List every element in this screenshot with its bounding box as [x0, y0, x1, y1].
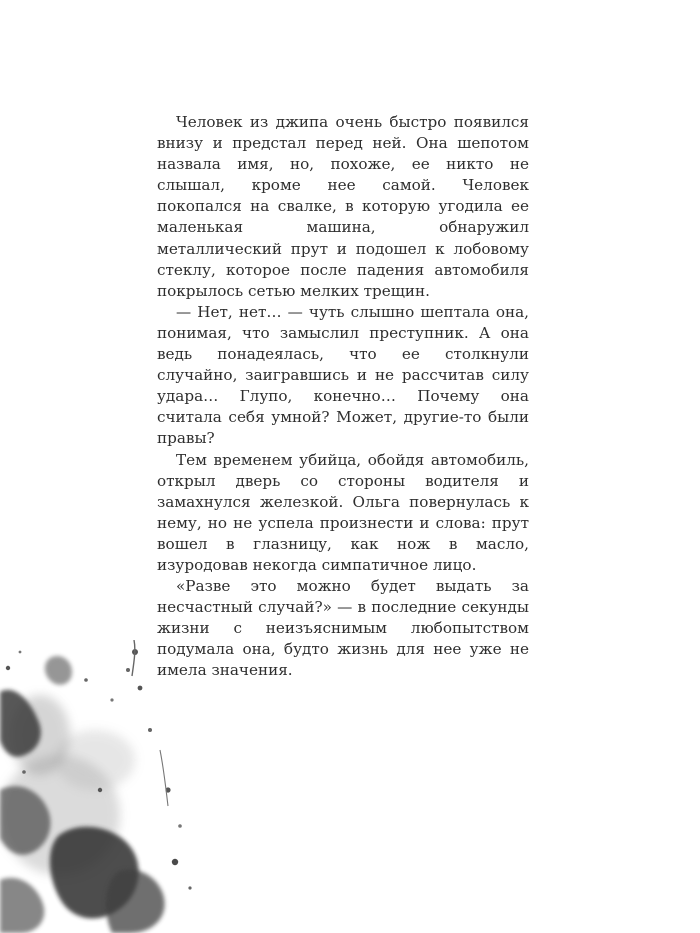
paragraph-1: Человек из джипа очень быстро появился внизу и предстал перед ней. Она шепотом назвала имя, но, похоже, ее никто не слышал, кроме нее самой. Человек покопался на свалке, в которую угодила ее маленькая машина, обнаружил металлический прут и подошел к лобовому стеклу, которое после падения автомобиля покрылось сетью мелких трещин.: [157, 113, 529, 300]
body-text: [157, 112, 529, 682]
paragraph-2: — Нет, нет… — чуть слышно шептала она, понимая, что замыслил преступник. А она ведь понадеялась, что ее столкнули случайно, заигравшись и не рассчитав силу удара… Глупо, конечно… Почему она считала себя умной? Может, другие-то были правы?: [157, 302, 529, 448]
paragraph-4: «Разве это можно будет выдать за несчастный случай?» — в последние секунды жизни с неизъяснимым любопытством подумала она, будто жизнь для нее уже не имела значения.: [157, 577, 529, 680]
paragraph-3: Тем временем убийца, обойдя автомобиль, открыл дверь со стороны водителя и замахнулся железкой. Ольга повернулась к нему, но не успела произнести и слова: прут вошел в глазницу, как нож в масло, изуродовав некогда симпатичное лицо.: [157, 450, 529, 574]
ink-splatter-icon: [0, 640, 210, 933]
